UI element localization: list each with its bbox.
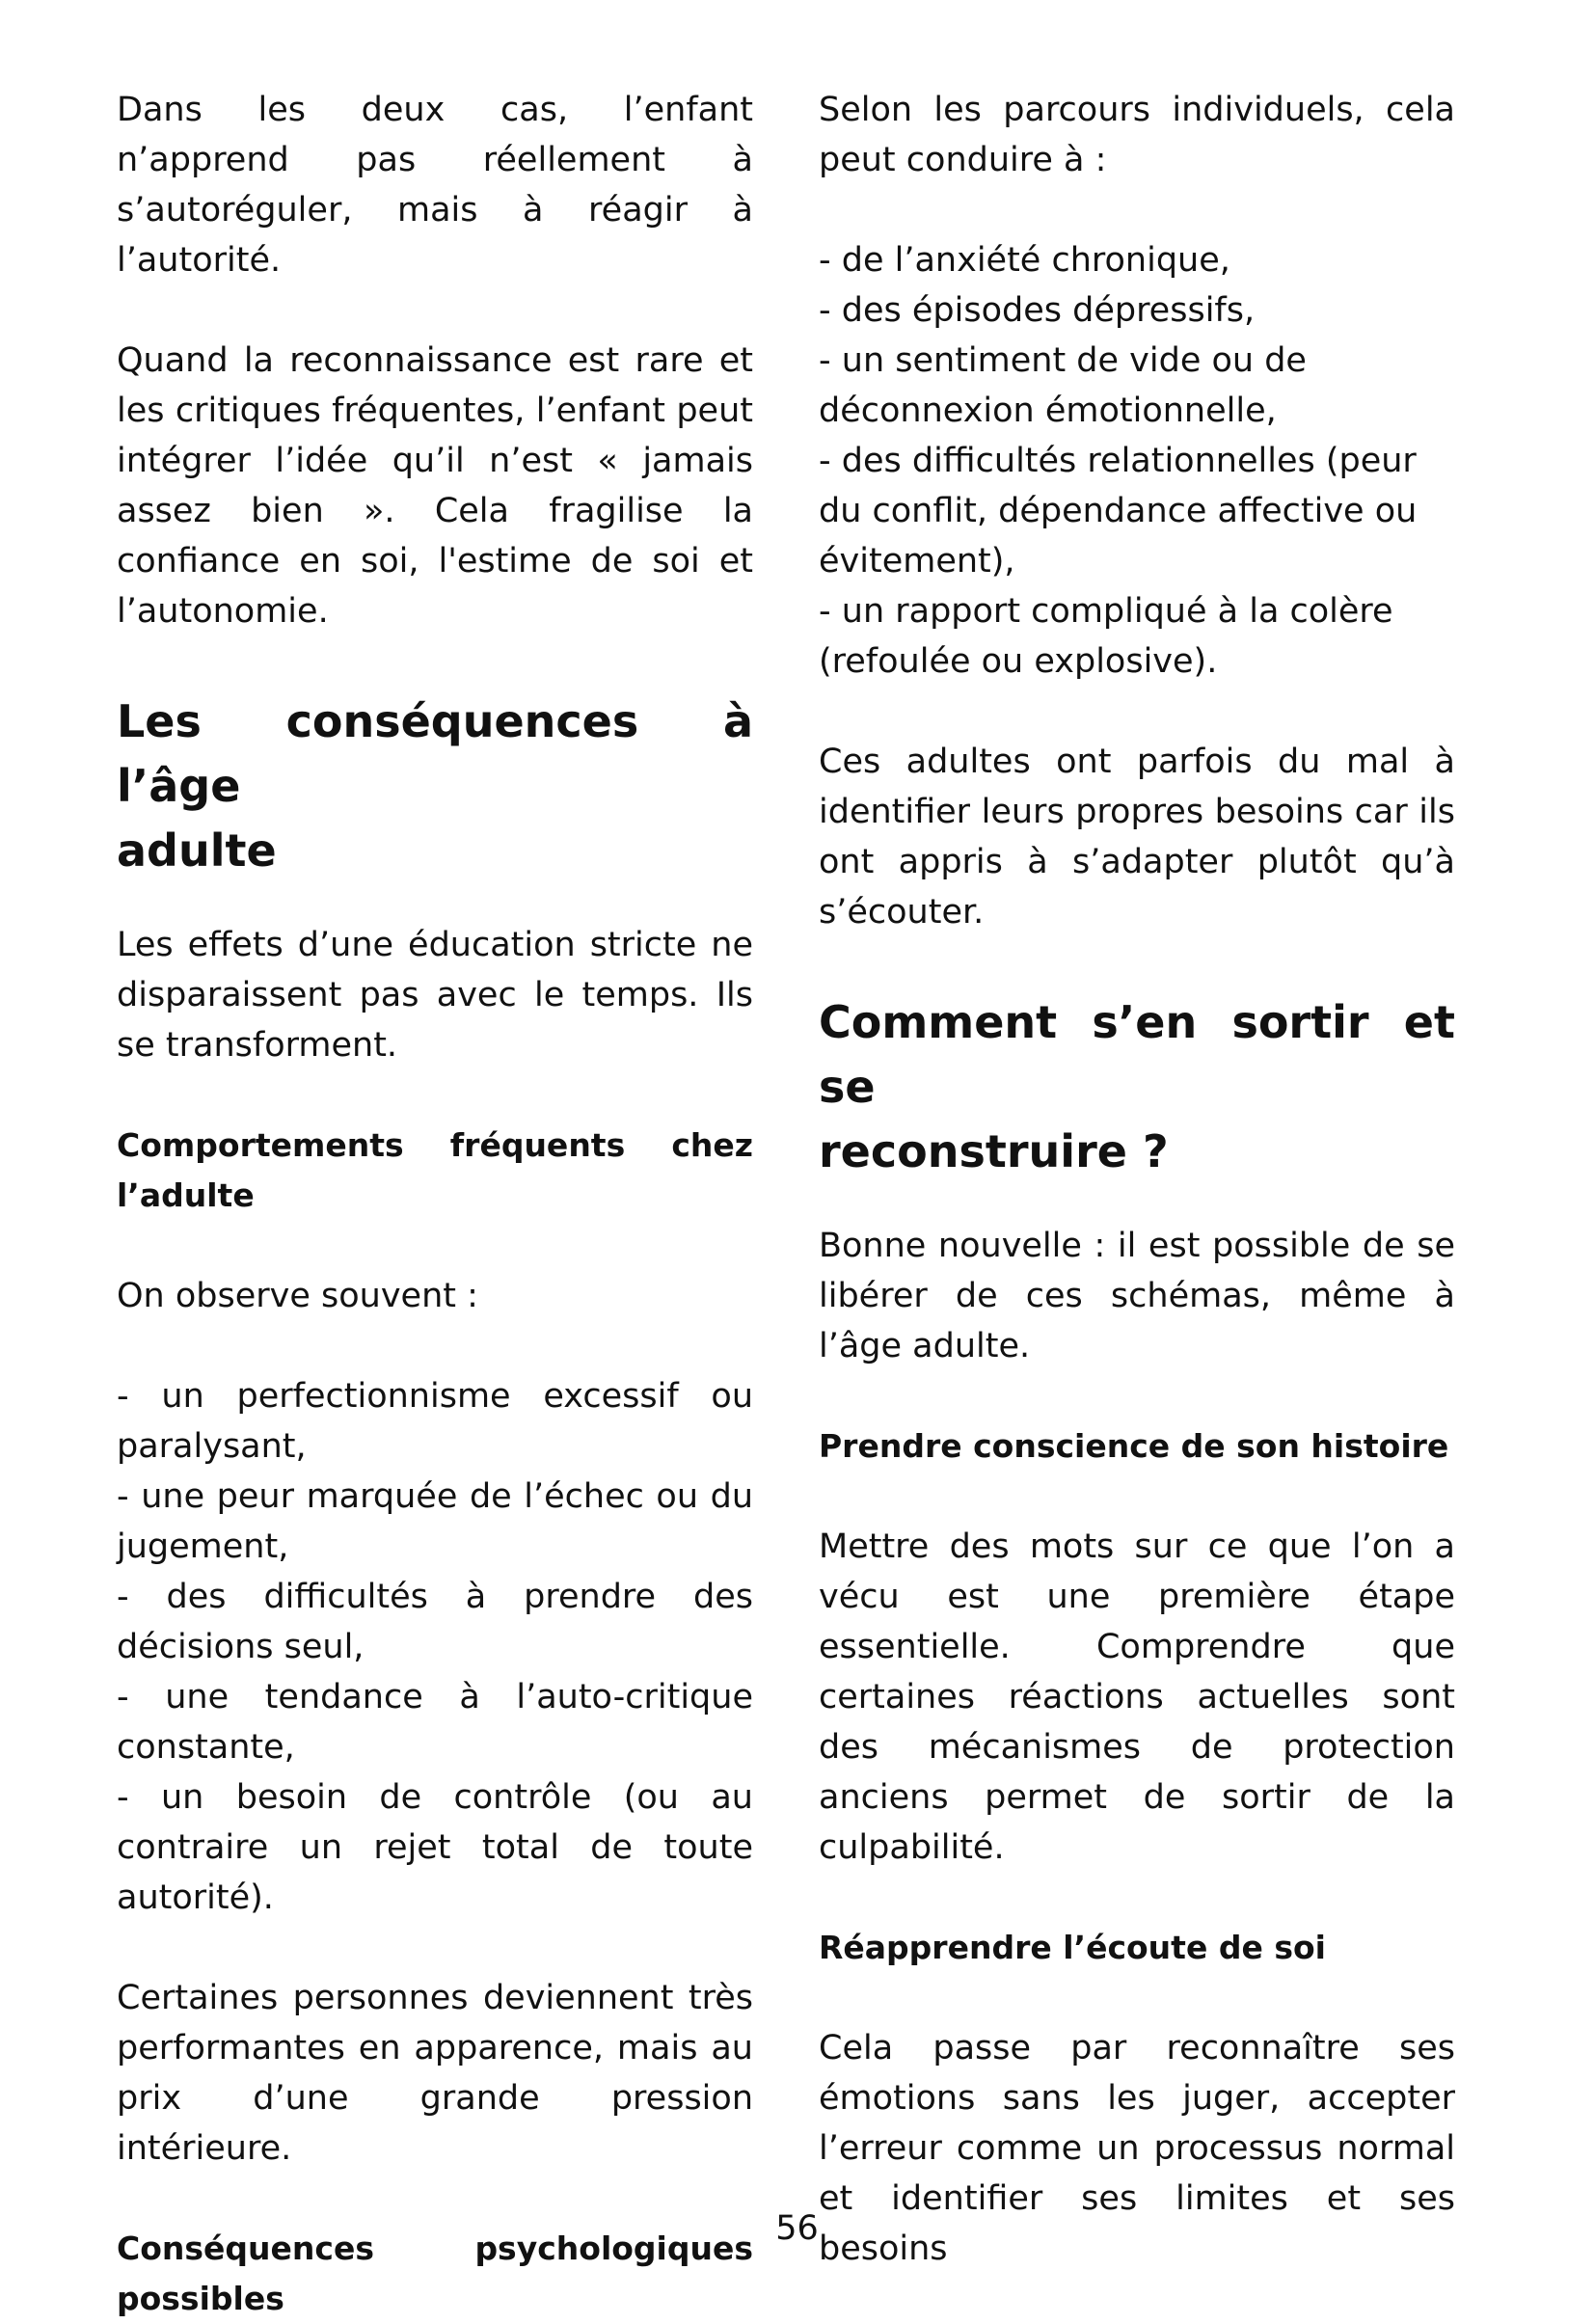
bullet-list — [117, 1371, 753, 1923]
subheading-line: possibles — [117, 2280, 284, 2317]
heading-line: Les conséquences à l’âge — [117, 695, 753, 812]
subheading-line: Comportements fréquents chez — [117, 1126, 753, 1164]
list-item: - de l’anxiété chronique, — [819, 241, 1230, 280]
subheading-line: l’adulte — [117, 1176, 255, 1214]
subheading: Réapprendre l’écoute de soi — [819, 1929, 1326, 1966]
subheading — [117, 1121, 753, 1221]
paragraph: Mettre des mots sur ce que l’on a vécu est une première étape essentielle. Comprendre que certaines réactions actuelles sont des mécanismes de protection anciens permet de sortir de la culpabilité. — [819, 1527, 1455, 1867]
list-item: - un rapport compliqué à la colère (refoulée ou explosive). — [819, 592, 1393, 681]
paragraph: Bonne nouvelle : il est possible de se libérer de ces schémas, même à l’âge adulte. — [819, 1227, 1455, 1365]
list-item: - un sentiment de vide ou de déconnexion émotionnelle, — [819, 341, 1307, 430]
paragraph: Dans les deux cas, l’enfant n’apprend pas réellement à s’autoréguler, mais à réagir à l’autorité. — [117, 91, 753, 280]
paragraph: Cela passe par reconnaître ses émotions sans les juger, accepter l’erreur comme un processus normal et identifier ses limites et ses besoins — [819, 2029, 1455, 2268]
paragraph: Certaines personnes deviennent très performantes en apparence, mais au prix d’une grande pression intérieure. — [117, 1979, 753, 2168]
paragraph: Quand la reconnaissance est rare et les critiques fréquentes, l’enfant peut intégrer l’idée qu’il n’est « jamais assez bien ». Cela fragilise la confiance en soi, l'estime de soi et l’autonomie. — [117, 341, 753, 631]
list-item: - un besoin de contrôle (ou au contraire un rejet total de toute autorité). — [117, 1778, 753, 1917]
section-heading — [819, 990, 1455, 1184]
list-item: - des difficultés à prendre des décisions seul, — [117, 1578, 753, 1666]
heading-line: Comment s’en sortir et se — [819, 996, 1455, 1113]
list-item: - un perfectionnisme excessif ou paralysant, — [117, 1377, 753, 1466]
left-column — [117, 85, 753, 2324]
heading-line: reconstruire ? — [819, 1125, 1169, 1177]
page-number: 56 — [775, 2209, 819, 2248]
paragraph: Ces adultes ont parfois du mal à identifier leurs propres besoins car ils ont appris à s’adapter plutôt qu’à s’écouter. — [819, 743, 1455, 932]
paragraph: Selon les parcours individuels, cela peut conduire à : — [819, 91, 1455, 179]
subheading-line: Conséquences psychologiques — [117, 2229, 753, 2267]
bullet-list — [819, 235, 1455, 687]
subheading: Prendre conscience de son histoire — [819, 1427, 1449, 1465]
paragraph: On observe souvent : — [117, 1277, 478, 1315]
right-column — [819, 85, 1455, 2274]
list-item: - des épisodes dépressifs, — [819, 291, 1256, 330]
list-item: - une peur marquée de l’échec ou du jugement, — [117, 1477, 753, 1566]
list-item: - des difficultés relationnelles (peur du conflit, dépendance affective ou évitement), — [819, 442, 1418, 581]
heading-line: adulte — [117, 824, 277, 877]
list-item: - une tendance à l’auto-critique constante, — [117, 1678, 753, 1767]
section-heading — [117, 689, 753, 883]
paragraph: Les effets d’une éducation stricte ne disparaissent pas avec le temps. Ils se transforment. — [117, 926, 753, 1065]
